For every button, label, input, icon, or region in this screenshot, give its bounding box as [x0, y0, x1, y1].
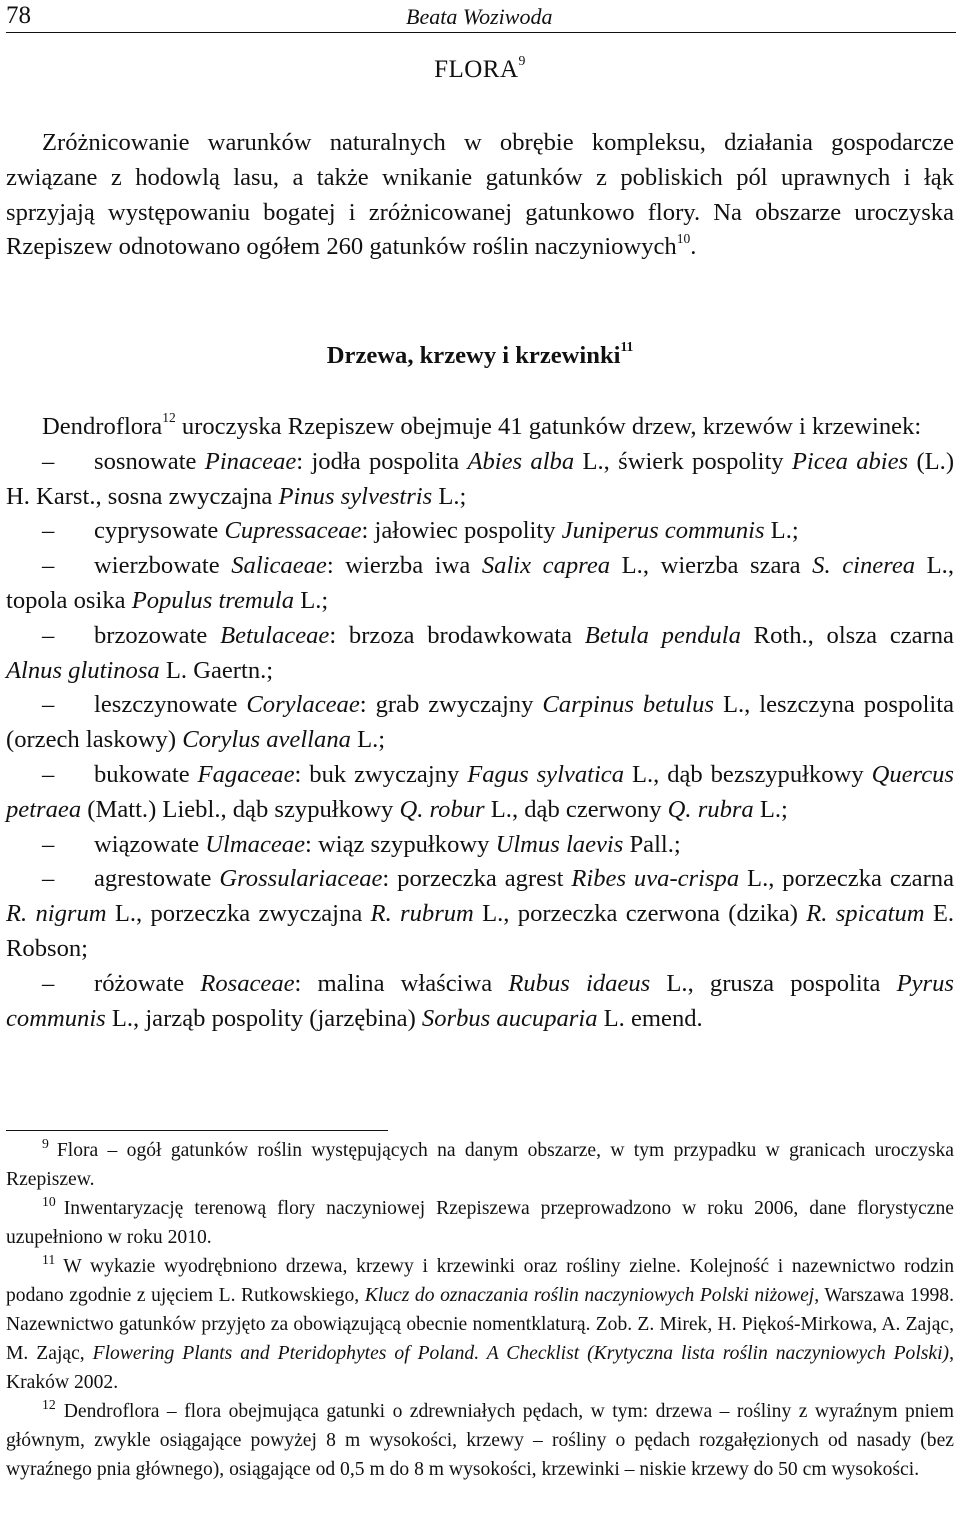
family-entry-text: L., porzeczka czerwona (dzika)	[473, 900, 807, 928]
footnote-ref-9: 9	[518, 52, 526, 68]
family-entry-text: : porzeczka agrest	[382, 865, 572, 893]
family-entry-text: wierzbowate	[94, 552, 232, 580]
footnote-number: 9	[42, 1136, 49, 1152]
family-entry-text: : jałowiec pospolity	[361, 517, 562, 545]
dash-marker	[42, 514, 94, 549]
family-entry-italic: S. cinerea	[812, 552, 916, 580]
family-entry-italic: Juniperus communis	[561, 517, 765, 545]
family-list-item	[6, 967, 954, 1037]
family-entry-text: Pall.;	[623, 830, 681, 858]
footnote-10	[6, 1194, 954, 1252]
family-entry-italic: Ulmus laevis	[495, 830, 624, 858]
family-entry-italic: Betula pendula	[584, 621, 741, 649]
intro-paragraph-block	[6, 126, 954, 265]
family-entry-italic: R. spicatum	[806, 900, 925, 928]
family-entry-italic: Q. rubra	[667, 795, 754, 823]
family-entry-text: L., dąb czerwony	[484, 795, 668, 823]
family-entry-text: (L.) H. Karst., sosna zwyczajna	[6, 447, 955, 510]
family-entry-italic: Pyrus communis	[6, 969, 954, 1032]
family-list-item	[6, 445, 954, 515]
intro-end: .	[690, 233, 697, 261]
subheading	[0, 339, 960, 370]
footnotes	[6, 1136, 954, 1484]
family-entry-text: sosnowate	[94, 447, 205, 475]
family-entry-text: L.;	[764, 517, 799, 545]
footnote-number: 11	[42, 1252, 56, 1268]
family-entry-text: bukowate	[94, 760, 198, 788]
family-entry-text: L., porzeczka zwyczajna	[106, 900, 371, 928]
family-entry-italic: Grossulariaceae	[219, 865, 383, 893]
family-list-item	[6, 828, 954, 863]
subheading-text: Drzewa, krzewy i krzewinki	[326, 342, 621, 369]
family-list-item	[6, 514, 954, 549]
family-entry-italic: Ribes uva-crispa	[571, 865, 740, 893]
dash-marker	[42, 862, 94, 897]
footnote-ref-11: 11	[620, 339, 634, 355]
family-entry-italic: Sorbus aucuparia	[421, 1004, 598, 1032]
family-entry-text: L., porzeczka czarna	[739, 865, 955, 893]
dash-marker	[42, 688, 94, 723]
family-entry-italic: Rubus idaeus	[508, 969, 651, 997]
family-entry-text: L.;	[294, 586, 329, 614]
family-entry-text: L. Gaertn.;	[159, 656, 274, 684]
footnote-ref-10: 10	[676, 230, 691, 246]
family-entry-italic: Corylaceae	[246, 691, 360, 719]
family-list-item	[6, 549, 954, 619]
family-entry-italic: Q. robur	[399, 795, 485, 823]
family-entry-text: L., świerk pospolity	[574, 447, 792, 475]
family-entry-italic: Rosaceae	[200, 969, 295, 997]
family-entry-italic: Fagaceae	[197, 760, 295, 788]
family-entry-text: L., leszczyna pospolita (orzech laskowy)	[6, 691, 954, 754]
family-entry-italic: Salicaeae	[231, 552, 327, 580]
dash-marker	[42, 549, 94, 584]
family-list-item	[6, 619, 954, 689]
family-entry-text: L., topola osika	[6, 552, 954, 614]
family-entry-italic: Alnus glutinosa	[6, 656, 160, 684]
family-entry-text: : malina właściwa	[294, 969, 509, 997]
family-entry-italic: Fagus sylvatica	[467, 760, 625, 788]
section-title	[0, 52, 960, 84]
footnote-number: 10	[42, 1194, 56, 1210]
footnote-number: 12	[42, 1397, 56, 1413]
family-entry-text: L., jarząb pospolity (jarzębina)	[105, 1004, 422, 1032]
footnote-text: , Kraków 2002.	[6, 1343, 954, 1393]
family-entry-text: agrestowate	[94, 865, 220, 893]
family-entry-text: : wierzba iwa	[326, 552, 482, 580]
footnote-italic: Klucz do oznaczania roślin naczyniowych Polski niżowej	[364, 1285, 815, 1306]
family-entry-text: brzozowate	[94, 621, 221, 649]
family-entry-text: (Matt.) Liebl., dąb szypułkowy	[81, 795, 400, 823]
family-entry-text: : brzoza brodawkowata	[329, 621, 585, 649]
family-entry-text: Roth., olsza czarna	[740, 621, 954, 649]
family-list-item	[6, 758, 954, 828]
family-entry-italic: Abies alba	[467, 447, 575, 475]
footnote-text: Dendroflora – flora obejmująca gatunki o zdrewniałych pędach, w tym: drzewa – rośliny z wyraźnym pniem głównym, zwykle osiągające powyżej 8 m wysokości, krzewy – rośliny o pędach rozgałęzionych od nasady (bez wyraźnego pnia głównego), osiągające od 0,5 m do 8 m wysokości, krzewinki – niskie krzewy do 50 cm wysokości.	[6, 1401, 954, 1480]
footnote-ref-12: 12	[162, 410, 176, 426]
dendroflora-lead	[6, 410, 954, 445]
family-entry-text: : jodła pospolita	[296, 447, 468, 475]
dash-marker	[42, 619, 94, 654]
family-entry-text: cyprysowate	[94, 517, 225, 545]
dash-marker	[42, 967, 94, 1002]
family-entry-text: L.;	[753, 795, 788, 823]
family-entry-text: : buk zwyczajny	[294, 760, 468, 788]
family-entry-italic: Populus tremula	[131, 586, 295, 614]
family-entry-italic: Picea abies	[791, 447, 909, 475]
family-entry-italic: Ulmaceae	[205, 830, 305, 858]
family-entry-italic: Corylus avellana	[182, 726, 351, 754]
family-entry-text: : wiąz szypułkowy	[305, 830, 496, 858]
footnote-text: Inwentaryzację terenową flory naczyniowej Rzepiszewa przeprowadzono w roku 2006, dane florystyczne uzupełniono w roku 2010.	[6, 1198, 954, 1248]
family-entry-text: E. Robson;	[6, 900, 954, 962]
family-entry-text: wiązowate	[94, 830, 206, 858]
family-entry-text: L., wierzba szara	[610, 552, 813, 580]
family-entry-italic: Betulaceae	[220, 621, 330, 649]
family-entry-text: L. emend.	[597, 1004, 703, 1032]
intro-text: Zróżnicowanie warunków naturalnych w obrębie kompleksu, działania gospodarcze związane z hodowlą lasu, a także wnikanie gatunków z pobliskich pól uprawnych i łąk sprzyjają występowaniu bogatej i zróżnicowanej gatunkowo flory. Na obszarze uroczyska Rzepiszew odnotowano ogółem 260 gatunków roślin naczyniowych	[6, 129, 954, 261]
family-entry-italic: Carpinus betulus	[542, 691, 714, 719]
dendroflora-section	[6, 410, 954, 1036]
family-list-item	[6, 688, 954, 758]
family-entry-text: L., grusza pospolita	[650, 969, 897, 997]
family-entry-italic: R. nigrum	[6, 900, 107, 928]
family-entry-italic: Pinaceae	[204, 447, 297, 475]
family-entry-text: leszczynowate	[94, 691, 247, 719]
family-entry-text: różowate	[94, 969, 201, 997]
footnote-text: Flora – ogół gatunków roślin występujących na danym obszarze, w tym przypadku w granicach uroczyska Rzepiszew.	[6, 1140, 954, 1190]
footnote-9	[6, 1136, 954, 1194]
family-entry-text: L., dąb bezszypułkowy	[624, 760, 872, 788]
family-entry-italic: Quercus petraea	[6, 760, 954, 823]
section-title-text: FLORA	[434, 56, 519, 83]
family-entry-italic: Salix caprea	[481, 552, 611, 580]
footnote-12	[6, 1397, 954, 1484]
family-entry-italic: R. rubrum	[370, 900, 474, 928]
footnote-text: , Warszawa 1998. Nazewnictwo gatunków przyjęto za obowiązującą obecnie nomentklaturą. Zob. Z. Mirek, H. Piękoś-Mirkowa, A. Zając, M. Zając,	[6, 1285, 954, 1364]
dash-marker	[42, 445, 94, 480]
family-list-item	[6, 862, 954, 966]
dash-marker	[42, 828, 94, 863]
dendroflora-lead-rest: uroczyska Rzepiszew obejmuje 41 gatunków drzew, krzewów i krzewinek:	[175, 413, 922, 440]
family-entry-text: L.;	[432, 482, 467, 510]
family-entry-text: L.;	[350, 726, 386, 754]
running-header	[6, 0, 956, 33]
intro-paragraph	[6, 126, 954, 265]
page-number: 78	[6, 2, 31, 29]
family-entry-italic: Pinus sylvestris	[278, 482, 433, 510]
family-entry-text: : grab zwyczajny	[359, 691, 543, 719]
running-author: Beata Woziwoda	[406, 4, 553, 29]
footnote-divider	[6, 1130, 388, 1131]
family-list	[6, 445, 954, 1037]
footnote-text: W wykazie wyodrębniono drzewa, krzewy i krzewinki oraz rośliny zielne. Kolejność i nazewnictwo rodzin podano zgodnie z ujęciem L. Rutkowskiego,	[6, 1256, 954, 1306]
footnote-italic: Flowering Plants and Pteridophytes of Poland. A Checklist (Krytyczna lista roślin naczyniowych Polski)	[92, 1343, 950, 1364]
dendroflora-lead-word: Dendroflora	[42, 413, 163, 440]
dash-marker	[42, 758, 94, 793]
footnote-11	[6, 1252, 954, 1397]
family-entry-italic: Cupressaceae	[224, 517, 362, 545]
